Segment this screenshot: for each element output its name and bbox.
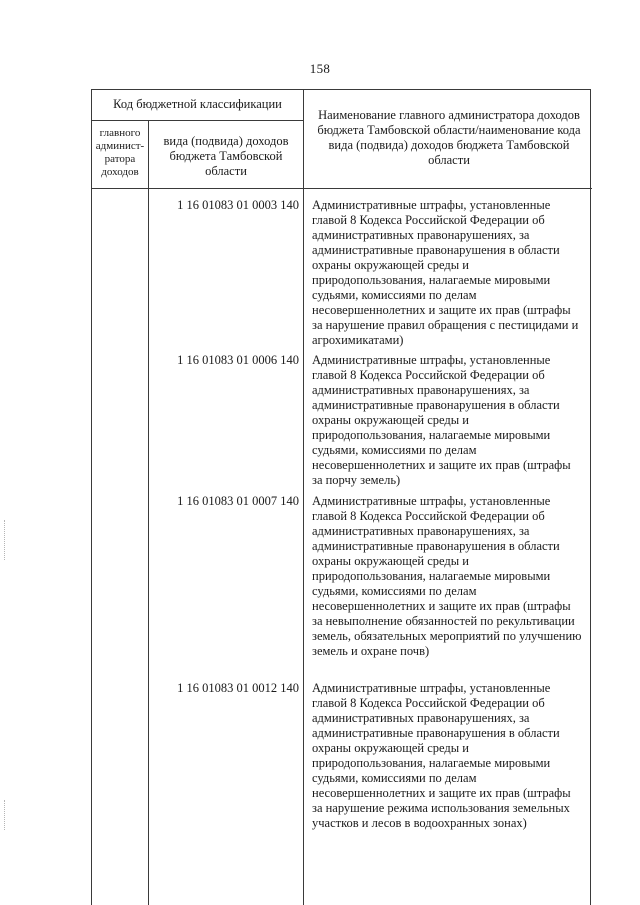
page-number: 158 [309,61,331,76]
column-divider-admin [148,120,149,905]
row-code: 1 16 01083 01 0012 140 [177,681,299,695]
column-divider-kind [303,90,304,905]
scan-artifact [4,520,11,560]
header-admin-column: главного админист-ратора доходов [95,127,145,178]
row-code: 1 16 01083 01 0007 140 [177,494,299,508]
row-code: 1 16 01083 01 0003 140 [177,198,299,212]
header-bottom-border [92,188,592,189]
row-description: Административные штрафы, установленные главой 8 Кодекса Российской Федерации об административных правонарушениях, за административные правонарушения в области охраны окружающей среды и природопользования, налагаемые мировыми судьями, комиссиями по делам несовершеннолетних и защите их прав (штрафы за порчу земель) [312,353,571,487]
header-subdivider [92,120,303,121]
header-group-title: Код бюджетной классификации [113,97,282,111]
row-description: Административные штрафы, установленные главой 8 Кодекса Российской Федерации об административных правонарушениях, за административные правонарушения в области охраны окружающей среды и природопользования, налагаемые мировыми судьями, комиссиями по делам несовершеннолетних и защите их прав (штрафы за нарушение режима использования земельных участков и лесов в водоохранных зонах) [312,681,571,830]
row-code: 1 16 01083 01 0006 140 [177,353,299,367]
row-description: Административные штрафы, установленные главой 8 Кодекса Российской Федерации об административных правонарушениях, за административные правонарушения в области охраны окружающей среды и природопользования, налагаемые мировыми судьями, комиссиями по делам несовершеннолетних и защите их прав (штрафы за невыполнение обязанностей по рекультивации земель, обязательных мероприятий по улучшению земель и охране почв) [312,494,582,658]
header-kind-column: вида (подвида) доходов бюджета Тамбовской области [163,134,289,178]
budget-classification-table [91,89,591,905]
header-name-column: Наименование главного администратора доходов бюджета Тамбовской области/наименование кода вида (подвида) доходов бюджета Тамбовской области [317,108,581,167]
row-description: Административные штрафы, установленные главой 8 Кодекса Российской Федерации об административных правонарушениях, за административные правонарушения в области охраны окружающей среды и природопользования, налагаемые мировыми судьями, комиссиями по делам несовершеннолетних и защите их прав (штрафы за нарушение правил обращения с пестицидами и агрохимикатами) [312,198,579,347]
scan-artifact [4,800,11,830]
